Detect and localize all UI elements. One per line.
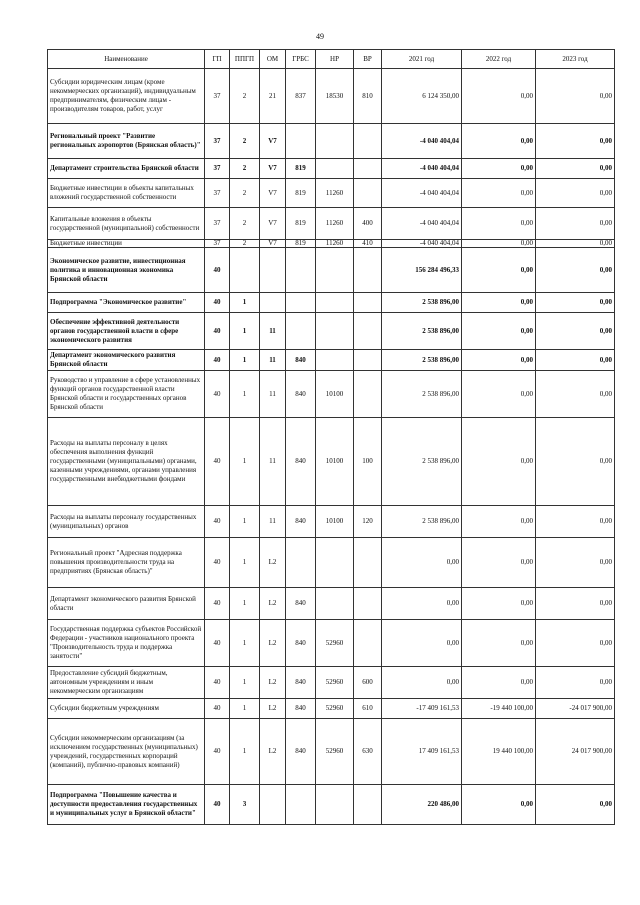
cell-ppgp: 1 <box>230 588 260 620</box>
cell-y2023: -24 017 900,00 <box>536 699 615 719</box>
cell-y2021: 0,00 <box>382 667 462 699</box>
page-number: 49 <box>316 32 324 41</box>
cell-grbs <box>286 124 316 159</box>
cell-vr <box>354 293 382 313</box>
cell-gp: 40 <box>205 350 230 371</box>
cell-gp: 40 <box>205 588 230 620</box>
header-nr: НР <box>316 50 354 69</box>
cell-nr: 52960 <box>316 667 354 699</box>
cell-y2023: 0,00 <box>536 588 615 620</box>
cell-y2022: 0,00 <box>462 418 536 506</box>
cell-y2021: -17 409 161,53 <box>382 699 462 719</box>
cell-y2022: 0,00 <box>462 159 536 179</box>
table-row <box>48 506 615 538</box>
table-row <box>48 208 615 240</box>
cell-y2023: 0,00 <box>536 69 615 124</box>
cell-grbs: 840 <box>286 506 316 538</box>
cell-ppgp: 1 <box>230 667 260 699</box>
cell-om: V7 <box>260 179 286 208</box>
cell-gp: 40 <box>205 699 230 719</box>
cell-ppgp: 1 <box>230 418 260 506</box>
cell-y2021: -4 040 404,04 <box>382 240 462 248</box>
cell-y2021: 2 538 896,00 <box>382 350 462 371</box>
table-row <box>48 248 615 293</box>
cell-nr: 52960 <box>316 620 354 667</box>
cell-y2022: 0,00 <box>462 179 536 208</box>
cell-y2022: 0,00 <box>462 785 536 825</box>
cell-gp: 40 <box>205 620 230 667</box>
table-row <box>48 538 615 588</box>
cell-gp: 37 <box>205 69 230 124</box>
cell-ppgp: 1 <box>230 699 260 719</box>
cell-y2021: 2 538 896,00 <box>382 506 462 538</box>
cell-grbs <box>286 785 316 825</box>
cell-vr <box>354 159 382 179</box>
cell-grbs <box>286 538 316 588</box>
cell-name: Экономическое развитие, инвестиционная политика и инновационная экономика Брянской области <box>48 248 205 293</box>
table-row <box>48 620 615 667</box>
table-row <box>48 785 615 825</box>
cell-om: 21 <box>260 69 286 124</box>
cell-ppgp: 2 <box>230 159 260 179</box>
header-gp: ГП <box>205 50 230 69</box>
cell-ppgp: 1 <box>230 719 260 785</box>
cell-y2023: 24 017 900,00 <box>536 719 615 785</box>
cell-gp: 37 <box>205 179 230 208</box>
cell-vr: 100 <box>354 418 382 506</box>
table-row <box>48 69 615 124</box>
cell-gp: 37 <box>205 208 230 240</box>
cell-grbs: 840 <box>286 667 316 699</box>
cell-nr: 18530 <box>316 69 354 124</box>
cell-ppgp <box>230 248 260 293</box>
cell-nr <box>316 588 354 620</box>
cell-y2023: 0,00 <box>536 667 615 699</box>
cell-vr <box>354 588 382 620</box>
cell-om: 11 <box>260 371 286 418</box>
table-row <box>48 588 615 620</box>
cell-y2022: 0,00 <box>462 350 536 371</box>
table-row <box>48 179 615 208</box>
cell-y2021: -4 040 404,04 <box>382 124 462 159</box>
cell-name: Подпрограмма "Экономическое развитие" <box>48 293 205 313</box>
cell-y2021: 2 538 896,00 <box>382 313 462 350</box>
cell-grbs: 840 <box>286 418 316 506</box>
cell-gp: 40 <box>205 719 230 785</box>
cell-ppgp: 1 <box>230 313 260 350</box>
header-grbs: ГРБС <box>286 50 316 69</box>
cell-vr <box>354 350 382 371</box>
cell-ppgp: 1 <box>230 293 260 313</box>
cell-y2021: 6 124 350,00 <box>382 69 462 124</box>
table-row <box>48 719 615 785</box>
cell-ppgp: 2 <box>230 208 260 240</box>
cell-om: V7 <box>260 159 286 179</box>
cell-y2021: 220 486,00 <box>382 785 462 825</box>
cell-gp: 40 <box>205 248 230 293</box>
cell-y2022: -19 440 100,00 <box>462 699 536 719</box>
cell-ppgp: 1 <box>230 506 260 538</box>
cell-nr: 52960 <box>316 699 354 719</box>
cell-y2022: 0,00 <box>462 667 536 699</box>
cell-om: 11 <box>260 313 286 350</box>
cell-vr: 610 <box>354 699 382 719</box>
cell-om: 11 <box>260 350 286 371</box>
cell-grbs: 840 <box>286 371 316 418</box>
cell-om: L2 <box>260 620 286 667</box>
cell-y2023: 0,00 <box>536 179 615 208</box>
cell-vr <box>354 248 382 293</box>
cell-nr: 10100 <box>316 506 354 538</box>
cell-y2023: 0,00 <box>536 293 615 313</box>
cell-om: 11 <box>260 418 286 506</box>
table-row <box>48 371 615 418</box>
cell-om: L2 <box>260 538 286 588</box>
cell-om <box>260 248 286 293</box>
cell-om: L2 <box>260 699 286 719</box>
cell-gp: 40 <box>205 313 230 350</box>
cell-y2021: 156 284 496,33 <box>382 248 462 293</box>
cell-y2023: 0,00 <box>536 240 615 248</box>
cell-name: Руководство и управление в сфере установленных функций органов государственной власти Брянской области и государственных органов Брянской области <box>48 371 205 418</box>
cell-gp: 40 <box>205 371 230 418</box>
cell-y2022: 0,00 <box>462 293 536 313</box>
table-row <box>48 418 615 506</box>
cell-name: Бюджетные инвестиции в объекты капитальных вложений государственной собственности <box>48 179 205 208</box>
cell-grbs <box>286 248 316 293</box>
cell-y2023: 0,00 <box>536 313 615 350</box>
cell-y2021: 2 538 896,00 <box>382 418 462 506</box>
header-2023: 2023 год <box>536 50 615 69</box>
cell-name: Региональный проект "Адресная поддержка повышения производительности труда на предприятиях (Брянская область)" <box>48 538 205 588</box>
cell-y2023: 0,00 <box>536 124 615 159</box>
cell-name: Расходы на выплаты персоналу в целях обеспечения выполнения функций государственными (муниципальными) органами, казенными учреждениями, органами управления государственными внебюджетными фондами <box>48 418 205 506</box>
cell-y2021: 0,00 <box>382 620 462 667</box>
table-row <box>48 667 615 699</box>
cell-y2022: 0,00 <box>462 240 536 248</box>
header-2021: 2021 год <box>382 50 462 69</box>
cell-y2021: 2 538 896,00 <box>382 371 462 418</box>
cell-om: V7 <box>260 124 286 159</box>
cell-y2022: 0,00 <box>462 538 536 588</box>
cell-grbs: 840 <box>286 719 316 785</box>
table-row <box>48 350 615 371</box>
cell-grbs: 819 <box>286 159 316 179</box>
cell-name: Департамент экономического развития Брянской области <box>48 588 205 620</box>
cell-y2023: 0,00 <box>536 371 615 418</box>
cell-om <box>260 785 286 825</box>
cell-nr: 10100 <box>316 371 354 418</box>
cell-ppgp: 1 <box>230 371 260 418</box>
cell-y2023: 0,00 <box>536 248 615 293</box>
cell-ppgp: 1 <box>230 350 260 371</box>
cell-gp: 37 <box>205 124 230 159</box>
cell-om: L2 <box>260 719 286 785</box>
cell-ppgp: 2 <box>230 124 260 159</box>
header-vr: ВР <box>354 50 382 69</box>
cell-vr: 410 <box>354 240 382 248</box>
cell-nr <box>316 159 354 179</box>
table-row <box>48 699 615 719</box>
cell-gp: 40 <box>205 506 230 538</box>
cell-ppgp: 2 <box>230 240 260 248</box>
cell-ppgp: 2 <box>230 69 260 124</box>
cell-grbs: 840 <box>286 620 316 667</box>
cell-y2022: 0,00 <box>462 69 536 124</box>
cell-nr <box>316 124 354 159</box>
cell-grbs: 840 <box>286 699 316 719</box>
cell-vr: 630 <box>354 719 382 785</box>
budget-table <box>47 49 615 825</box>
cell-nr: 52960 <box>316 719 354 785</box>
table-row <box>48 293 615 313</box>
cell-y2023: 0,00 <box>536 418 615 506</box>
cell-om: V7 <box>260 240 286 248</box>
cell-vr: 120 <box>354 506 382 538</box>
cell-nr <box>316 293 354 313</box>
cell-vr: 400 <box>354 208 382 240</box>
header-om: ОМ <box>260 50 286 69</box>
cell-ppgp: 3 <box>230 785 260 825</box>
cell-name: Капитальные вложения в объекты государственной (муниципальной) собственности <box>48 208 205 240</box>
cell-name: Бюджетные инвестиции <box>48 240 205 248</box>
cell-y2021: -4 040 404,04 <box>382 208 462 240</box>
cell-nr: 11260 <box>316 240 354 248</box>
header-2022: 2022 год <box>462 50 536 69</box>
table-row <box>48 313 615 350</box>
cell-name: Расходы на выплаты персоналу государственных (муниципальных) органов <box>48 506 205 538</box>
cell-vr: 600 <box>354 667 382 699</box>
table-row <box>48 159 615 179</box>
cell-name: Департамент экономического развития Брянской области <box>48 350 205 371</box>
cell-y2023: 0,00 <box>536 785 615 825</box>
cell-gp: 40 <box>205 293 230 313</box>
cell-grbs: 837 <box>286 69 316 124</box>
cell-grbs <box>286 293 316 313</box>
cell-y2023: 0,00 <box>536 506 615 538</box>
cell-y2023: 0,00 <box>536 208 615 240</box>
cell-y2021: -4 040 404,04 <box>382 159 462 179</box>
cell-vr <box>354 538 382 588</box>
cell-name: Субсидии бюджетным учреждениям <box>48 699 205 719</box>
cell-nr <box>316 313 354 350</box>
cell-gp: 40 <box>205 538 230 588</box>
cell-y2023: 0,00 <box>536 350 615 371</box>
cell-y2022: 0,00 <box>462 588 536 620</box>
cell-nr <box>316 350 354 371</box>
cell-nr: 11260 <box>316 208 354 240</box>
cell-gp: 40 <box>205 418 230 506</box>
cell-ppgp: 1 <box>230 620 260 667</box>
cell-name: Предоставление субсидий бюджетным, автономным учреждениям и иным некоммерческим организациям <box>48 667 205 699</box>
cell-vr <box>354 124 382 159</box>
cell-vr <box>354 371 382 418</box>
cell-name: Субсидии юридическим лицам (кроме некоммерческих организаций), индивидуальным предпринимателям, физическим лицам - производителям товаров, работ, услуг <box>48 69 205 124</box>
cell-y2021: 17 409 161,53 <box>382 719 462 785</box>
cell-name: Субсидии некоммерческим организациям (за исключением государственных (муниципальных) учреждений, государственных корпораций (компаний), публично-правовых компаний) <box>48 719 205 785</box>
cell-vr <box>354 785 382 825</box>
cell-y2021: -4 040 404,04 <box>382 179 462 208</box>
table-row <box>48 240 615 248</box>
cell-grbs <box>286 313 316 350</box>
cell-ppgp: 1 <box>230 538 260 588</box>
table-row <box>48 124 615 159</box>
cell-name: Департамент строительства Брянской области <box>48 159 205 179</box>
header-ppgp: ППГП <box>230 50 260 69</box>
cell-y2021: 0,00 <box>382 538 462 588</box>
cell-gp: 37 <box>205 240 230 248</box>
cell-y2022: 0,00 <box>462 248 536 293</box>
cell-vr: 810 <box>354 69 382 124</box>
cell-vr <box>354 313 382 350</box>
header-row <box>48 50 615 69</box>
cell-gp: 40 <box>205 785 230 825</box>
cell-gp: 40 <box>205 667 230 699</box>
cell-om: V7 <box>260 208 286 240</box>
cell-vr <box>354 179 382 208</box>
cell-name: Региональный проект "Развитие региональных аэропортов (Брянская область)" <box>48 124 205 159</box>
cell-om <box>260 293 286 313</box>
cell-nr: 11260 <box>316 179 354 208</box>
cell-om: L2 <box>260 588 286 620</box>
cell-om: L2 <box>260 667 286 699</box>
cell-name: Подпрограмма "Повышение качества и доступности предоставления государственных и муниципальных услуг в Брянской области" <box>48 785 205 825</box>
cell-grbs: 840 <box>286 588 316 620</box>
cell-gp: 37 <box>205 159 230 179</box>
cell-grbs: 819 <box>286 179 316 208</box>
cell-y2023: 0,00 <box>536 620 615 667</box>
cell-nr: 10100 <box>316 418 354 506</box>
cell-grbs: 819 <box>286 240 316 248</box>
cell-om: 11 <box>260 506 286 538</box>
cell-y2022: 0,00 <box>462 506 536 538</box>
cell-y2022: 0,00 <box>462 313 536 350</box>
cell-y2023: 0,00 <box>536 538 615 588</box>
cell-name: Обеспечение эффективной деятельности органов государственной власти в сфере экономического развития <box>48 313 205 350</box>
cell-y2022: 0,00 <box>462 124 536 159</box>
cell-grbs: 840 <box>286 350 316 371</box>
cell-nr <box>316 248 354 293</box>
header-name: Наименование <box>48 50 205 69</box>
cell-vr <box>354 620 382 667</box>
cell-y2021: 2 538 896,00 <box>382 293 462 313</box>
cell-y2022: 19 440 100,00 <box>462 719 536 785</box>
cell-grbs: 819 <box>286 208 316 240</box>
cell-y2022: 0,00 <box>462 208 536 240</box>
cell-ppgp: 2 <box>230 179 260 208</box>
cell-name: Государственная поддержка субъектов Российской Федерации - участников национального проекта "Производительность труда и поддержка занятости" <box>48 620 205 667</box>
cell-nr <box>316 538 354 588</box>
cell-y2022: 0,00 <box>462 620 536 667</box>
cell-y2023: 0,00 <box>536 159 615 179</box>
cell-nr <box>316 785 354 825</box>
cell-y2022: 0,00 <box>462 371 536 418</box>
cell-y2021: 0,00 <box>382 588 462 620</box>
